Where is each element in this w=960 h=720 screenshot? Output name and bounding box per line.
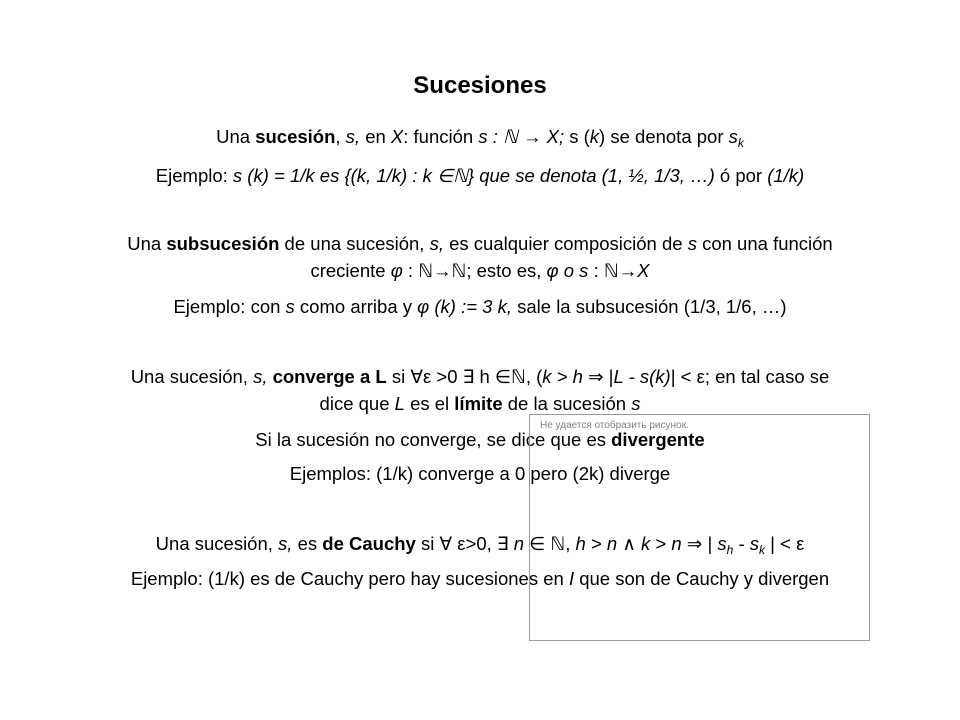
page-title: Sucesiones: [413, 72, 547, 99]
cauchy-definition: Una sucesión, s, es de Cauchy si ∀ ε>0, ∃ n ∈ ℕ, h > n ∧ k > n ⇒ | $s_h - s_k$ | < ε: [155, 533, 805, 557]
subsucesion-definition-line2: creciente φ : ℕ→ℕ; esto es, φ ο s : ℕ→X: [310, 260, 650, 281]
broken-image-placeholder: [529, 414, 870, 641]
convergencia-examples: Ejemplos: (1/k) converge a 0 pero (2k) diverge: [289, 463, 671, 484]
subsucesion-definition-line1: Una subsucesión de una sucesión, s, es cualquier composición de s con una función: [127, 233, 833, 254]
sucesion-definition: Una sucesión, s, en X: función s : ℕ → X; s (k) se denota por $s_k$: [216, 126, 744, 150]
divergencia-definition: Si la sucesión no converge, se dice que es divergente: [255, 429, 705, 450]
sucesion-example: Ejemplo: s (k) = 1/k es {(k, 1/k) : k ∈ℕ} que se denota (1, ½, 1/3, …) ó por (1/k): [155, 165, 805, 186]
cauchy-example: Ejemplo: (1/k) es de Cauchy pero hay sucesiones en I que son de Cauchy y divergen: [130, 568, 830, 589]
convergencia-definition-line1: Una sucesión, s, converge a L si ∀ε >0 ∃ h ∈ℕ, (k > h ⇒ |L - s(k)| < ε; en tal caso se: [130, 366, 830, 387]
subsucesion-example: Ejemplo: con s como arriba y φ (k) := 3 k, sale la subsucesión (1/3, 1/6, …): [173, 296, 787, 317]
broken-image-message: Не удается отобразить рисунок.: [540, 420, 689, 431]
convergencia-definition-line2: dice que L es el límite de la sucesión s: [319, 393, 641, 414]
